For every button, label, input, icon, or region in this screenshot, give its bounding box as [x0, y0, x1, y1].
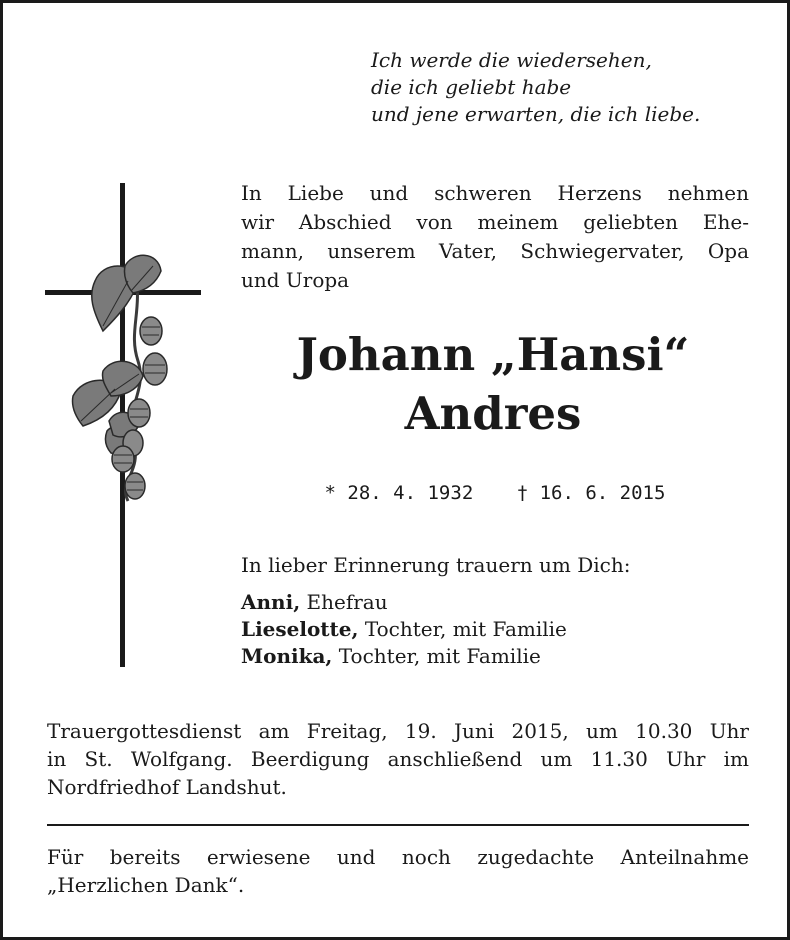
mourner-name: Anni, [241, 590, 301, 614]
mourner-relation: Tochter, mit Familie [338, 644, 541, 668]
birth-date: * 28. 4. 1932 [324, 482, 474, 504]
intro-line: und Uropa [241, 268, 350, 292]
mourner-name: Monika, [241, 644, 333, 668]
quote-line: Ich werde die wiedersehen, [371, 48, 652, 72]
mourner-entry [241, 616, 749, 643]
quote-line: und jene erwarten, die ich liebe. [371, 102, 701, 126]
mourners-heading: In lieber Erinnerung trauern um Dich: [241, 553, 631, 577]
quote-line: die ich geliebt habe [371, 75, 572, 99]
service-line: Trauergottesdienst am Freitag, 19. Juni 2015, um 10.30 Uhr [47, 719, 749, 743]
divider [47, 824, 749, 826]
life-dates [241, 479, 749, 507]
thanks-line: Für bereits erwiesene und noch zugedachte Anteilnahme [47, 845, 749, 869]
service-info [47, 717, 749, 801]
deceased-name [228, 325, 758, 443]
death-date: † 16. 6. 2015 [516, 482, 666, 504]
intro-text [241, 179, 749, 295]
name-line: Johann „Hansi“ [296, 328, 690, 381]
cross-with-hop-vine-icon [43, 181, 208, 671]
service-line: Nordfriedhof Landshut. [47, 775, 287, 799]
mourner-relation: Tochter, mit Familie [364, 617, 567, 641]
name-line: Andres [404, 387, 582, 440]
intro-line: In Liebe und schweren Herzens nehmen [241, 181, 749, 205]
thanks-line: „Herzlichen Dank“. [47, 873, 245, 897]
thanks-text [47, 843, 749, 899]
service-line: in St. Wolfgang. Beerdigung anschließend um 11.30 Uhr im [47, 747, 749, 771]
mourner-name: Lieselotte, [241, 617, 359, 641]
mourners-list [241, 589, 749, 670]
mourner-entry [241, 589, 749, 616]
mourner-relation: Ehefrau [306, 590, 388, 614]
intro-line: wir Abschied von meinem geliebten Ehe- [241, 210, 749, 234]
intro-line: mann, unserem Vater, Schwiegervater, Opa [241, 239, 749, 263]
memorial-quote [371, 47, 771, 128]
mourner-entry [241, 643, 749, 670]
